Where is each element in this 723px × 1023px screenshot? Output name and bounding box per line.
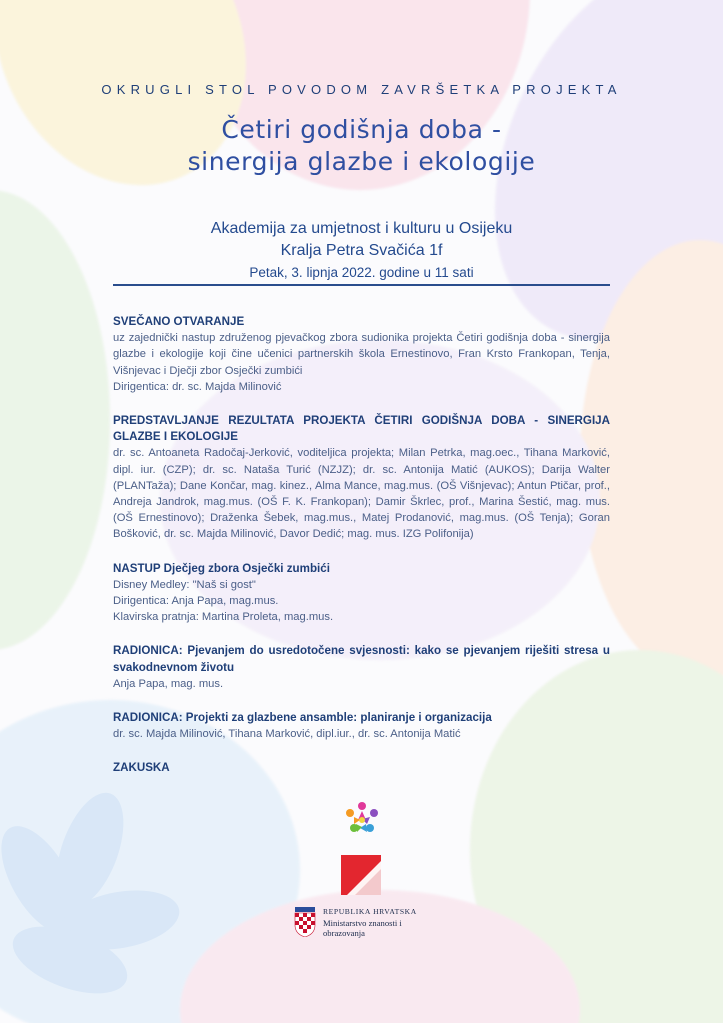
title-line-2: sinergija glazbe i ekologije [187,147,536,176]
section-text: dr. sc. Antoaneta Radočaj-Jerković, voditeljica projekta; Milan Petrka, mag.oec., Tihana Marković, dipl. iur. (CZP); dr. sc. Nataša Turić (NZJZ); dr. sc. Antonija Matić (AUKOS); Darija Walter (PLANTaža); Dane Končar, mag. kinez., Alma Mance, mag.mus. (OŠ Višnjevac); Antun Ptičar, prof., Andreja Jandrok, mag.mus. (OŠ F. K. Frankopan); Damir Škrlec, prof., Marina Šestić, mag. mus. (OŠ Ernestinovo); Draženka Šebek, mag.mus., Matej Prodanović, mag.mus. (OŠ Tenja); Goran Bošković, dr. sc. Majda Milinović, Davor Dedić; mag. mus. IZG Polifonija) [113,447,610,541]
ministry-logo [293,907,453,943]
program-section-workshop-singing [113,643,610,692]
program-section-opening [113,314,610,395]
academy-logo-icon [341,855,381,895]
ministry-republic: REPUBLIKA HRVATSKA [323,907,417,916]
title-line-1: Četiri godišnja doba - [221,115,502,144]
ministry-text [323,907,417,939]
section-text: Klavirska pratnja: Martina Proleta, mag.mus. [113,611,334,624]
section-heading: ZAKUSKA [113,761,170,775]
divider-line [113,284,610,286]
section-text: Anja Papa, mag. mus. [113,677,224,690]
project-logo-icon [340,798,384,842]
event-date: Petak, 3. lipnja 2022. godine u 11 sati [249,265,474,280]
section-heading: PREDSTAVLJANJE REZULTATA PROJEKTA ČETIRI GODIŠNJA DOBA - SINERGIJA GLAZBE I EKOLOGIJE [113,414,610,444]
program-list [113,314,610,795]
section-text: Disney Medley: "Naš si gost" [113,578,256,591]
program-section-choir [113,561,610,626]
event-title [0,114,723,178]
venue-block [0,218,723,283]
program-section-results [113,413,610,543]
venue-address: Kralja Petra Svačića 1f [280,242,443,259]
program-section-workshop-projects [113,710,610,742]
ministry-name-1: Ministarstvo znanosti i [323,917,402,928]
section-text: uz zajednički nastup združenog pjevačkog zbora sudionika projekta Četiri godišnja doba - sinergija glazbe i ekologije koji čine učenici partnerskih škola Ernestinovo, Fran Krsto Frankopan, Tenja, Višnjevac i Dječji zbor Osječki zumbići [113,332,610,377]
section-text: dr. sc. Majda Milinović, Tihana Marković, dipl.iur., dr. sc. Antonija Matić [113,728,461,741]
ministry-name-2: obrazovanja [323,928,365,938]
croatian-coat-of-arms-icon [293,907,317,937]
section-heading: RADIONICA: Pjevanjem do usredotočene svjesnosti: kako se pjevanjem riješiti stresa u svakodnevnom životu [113,644,610,674]
section-heading: SVEČANO OTVARANJE [113,315,245,328]
venue-name: Akademija za umjetnost i kulturu u Osijeku [210,220,513,237]
event-type-label: OKRUGLI STOL POVODOM ZAVRŠETKA PROJEKTA [101,82,622,97]
program-section-refreshments [113,760,610,776]
section-heading: RADIONICA: Projekti za glazbene ansamble: planiranje i organizacija [113,711,492,725]
section-text: Dirigentica: Anja Papa, mag.mus. [113,595,279,608]
section-text: Dirigentica: dr. sc. Majda Milinović [113,380,282,393]
section-heading: NASTUP Dječjeg zbora Osječki zumbići [113,561,330,575]
